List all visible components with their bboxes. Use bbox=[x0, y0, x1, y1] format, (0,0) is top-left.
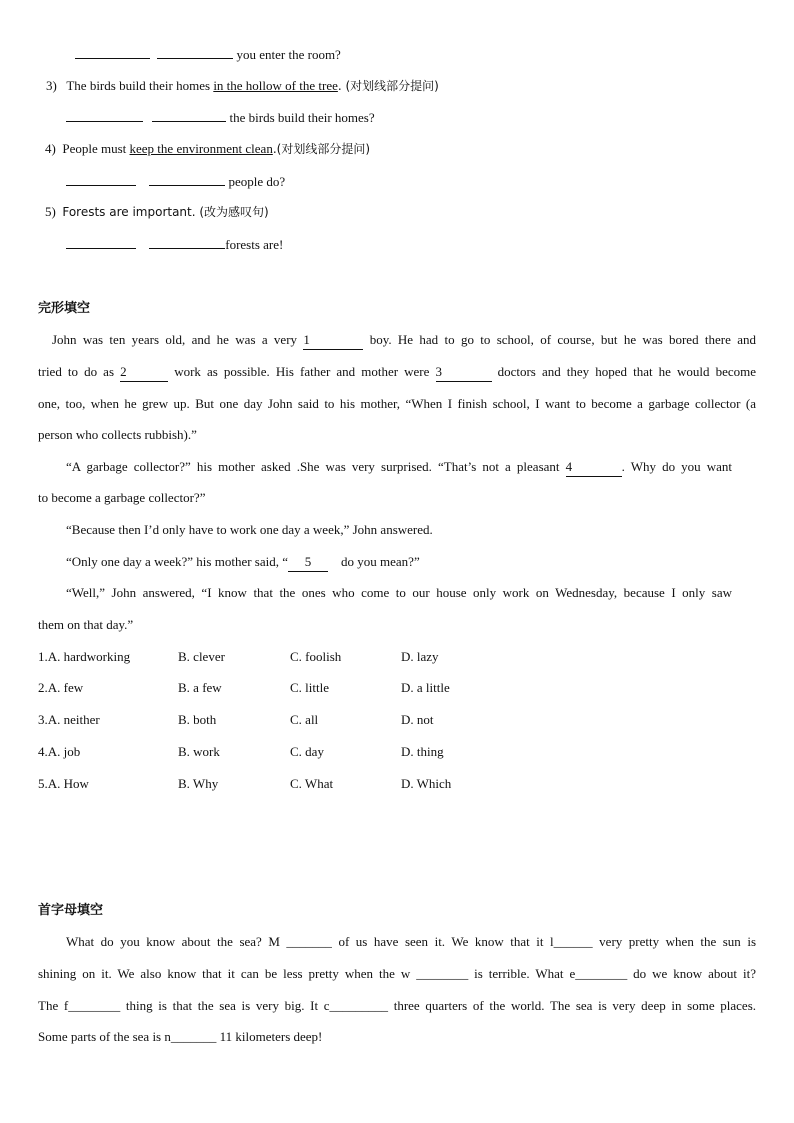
option-d[interactable]: D. thing bbox=[401, 744, 444, 759]
option-d[interactable]: D. lazy bbox=[401, 649, 439, 664]
q5-answer-line: forests are! bbox=[66, 235, 756, 254]
initial-line-4: Some parts of the sea is n_______ 11 kilometers deep! bbox=[38, 1029, 323, 1044]
option-b[interactable]: B. a few bbox=[178, 680, 222, 695]
cloze-line-8: “Only one day a week?” his mother said, “ 5 do you mean?” bbox=[66, 553, 756, 572]
option-d[interactable]: D. not bbox=[401, 712, 434, 727]
option-c[interactable]: C. What bbox=[290, 776, 334, 791]
initial-heading: 首字母填空 bbox=[38, 903, 104, 918]
question-4: 4) People must keep the environment clean.(对划线部分提问) bbox=[45, 141, 371, 156]
option-b[interactable]: B. clever bbox=[178, 649, 225, 664]
answer-blank[interactable] bbox=[149, 172, 225, 186]
option-c[interactable]: C. foolish bbox=[290, 649, 342, 664]
option-a[interactable]: 4.A. job bbox=[38, 744, 81, 759]
option-c[interactable]: C. little bbox=[290, 680, 329, 695]
cloze-line-2: tried to do as 2 work as possible. His father and mother were 3 doctors and they hoped that he would become bbox=[38, 363, 756, 382]
cloze-line-7: “Because then I’d only have to work one day a week,” John answered. bbox=[66, 522, 433, 537]
q2-tail: you enter the room? bbox=[236, 47, 341, 62]
q4-answer-line: people do? bbox=[66, 172, 756, 191]
q2-answer-line bbox=[75, 45, 756, 64]
answer-blank[interactable] bbox=[66, 172, 136, 186]
cloze-line-5: “A garbage collector?” his mother asked .She was very surprised. “That’s not a pleasant 4 . Why do you want bbox=[66, 458, 732, 477]
option-b[interactable]: B. work bbox=[178, 744, 220, 759]
answer-blank[interactable] bbox=[66, 235, 136, 249]
blank-2[interactable]: 2 bbox=[120, 363, 168, 382]
answer-blank[interactable] bbox=[157, 45, 233, 59]
q3-answer-line: the birds build their homes? bbox=[66, 108, 756, 127]
answer-blank[interactable] bbox=[66, 108, 143, 122]
option-a[interactable]: 5.A. How bbox=[38, 776, 89, 791]
question-3: 3) The birds build their homes in the hollow of the tree. (对划线部分提问) bbox=[46, 78, 439, 93]
cloze-line-4: person who collects rubbish).” bbox=[38, 427, 197, 442]
initial-line-2: shining on it. We also know that it can be less pretty when the w ________ is terrible. What e________ do we know about it? bbox=[38, 966, 756, 981]
cloze-line-6: to become a garbage collector?” bbox=[38, 490, 206, 505]
option-b[interactable]: B. both bbox=[178, 712, 217, 727]
answer-blank[interactable] bbox=[152, 108, 226, 122]
option-b[interactable]: B. Why bbox=[178, 776, 219, 791]
blank-3[interactable]: 3 bbox=[436, 363, 492, 382]
option-a[interactable]: 1.A. hardworking bbox=[38, 649, 131, 664]
question-5: 5) Forests are important. (改为感叹句) bbox=[45, 204, 269, 219]
answer-blank[interactable] bbox=[75, 45, 150, 59]
cloze-heading: 完形填空 bbox=[38, 301, 91, 316]
cloze-line-9: “Well,” John answered, “I know that the ones who come to our house only work on Wednesday, because I only saw bbox=[66, 585, 732, 600]
option-a[interactable]: 2.A. few bbox=[38, 680, 84, 695]
option-d[interactable]: D. a little bbox=[401, 680, 450, 695]
blank-1[interactable]: 1 bbox=[303, 331, 363, 350]
option-a[interactable]: 3.A. neither bbox=[38, 712, 100, 727]
option-c[interactable]: C. all bbox=[290, 712, 319, 727]
option-c[interactable]: C. day bbox=[290, 744, 324, 759]
option-d[interactable]: D. Which bbox=[401, 776, 452, 791]
cloze-line-3: one, too, when he grew up. But one day John said to his mother, “When I finish school, I want to become a garbage collector (a bbox=[38, 396, 756, 411]
blank-4[interactable]: 4 bbox=[566, 458, 622, 477]
answer-blank[interactable] bbox=[149, 235, 225, 249]
initial-line-3: The f________ thing is that the sea is very big. It c_________ three quarters of the world. The sea is very deep in some places. bbox=[38, 998, 756, 1013]
cloze-line-10: them on that day.” bbox=[38, 617, 134, 632]
blank-5[interactable]: 5 bbox=[288, 553, 328, 572]
cloze-line-1: John was ten years old, and he was a very 1 boy. He had to go to school, of course, but he was bored there and bbox=[52, 331, 756, 350]
initial-line-1: What do you know about the sea? M _______ of us have seen it. We know that it l______ very pretty when the sun is bbox=[66, 934, 756, 949]
